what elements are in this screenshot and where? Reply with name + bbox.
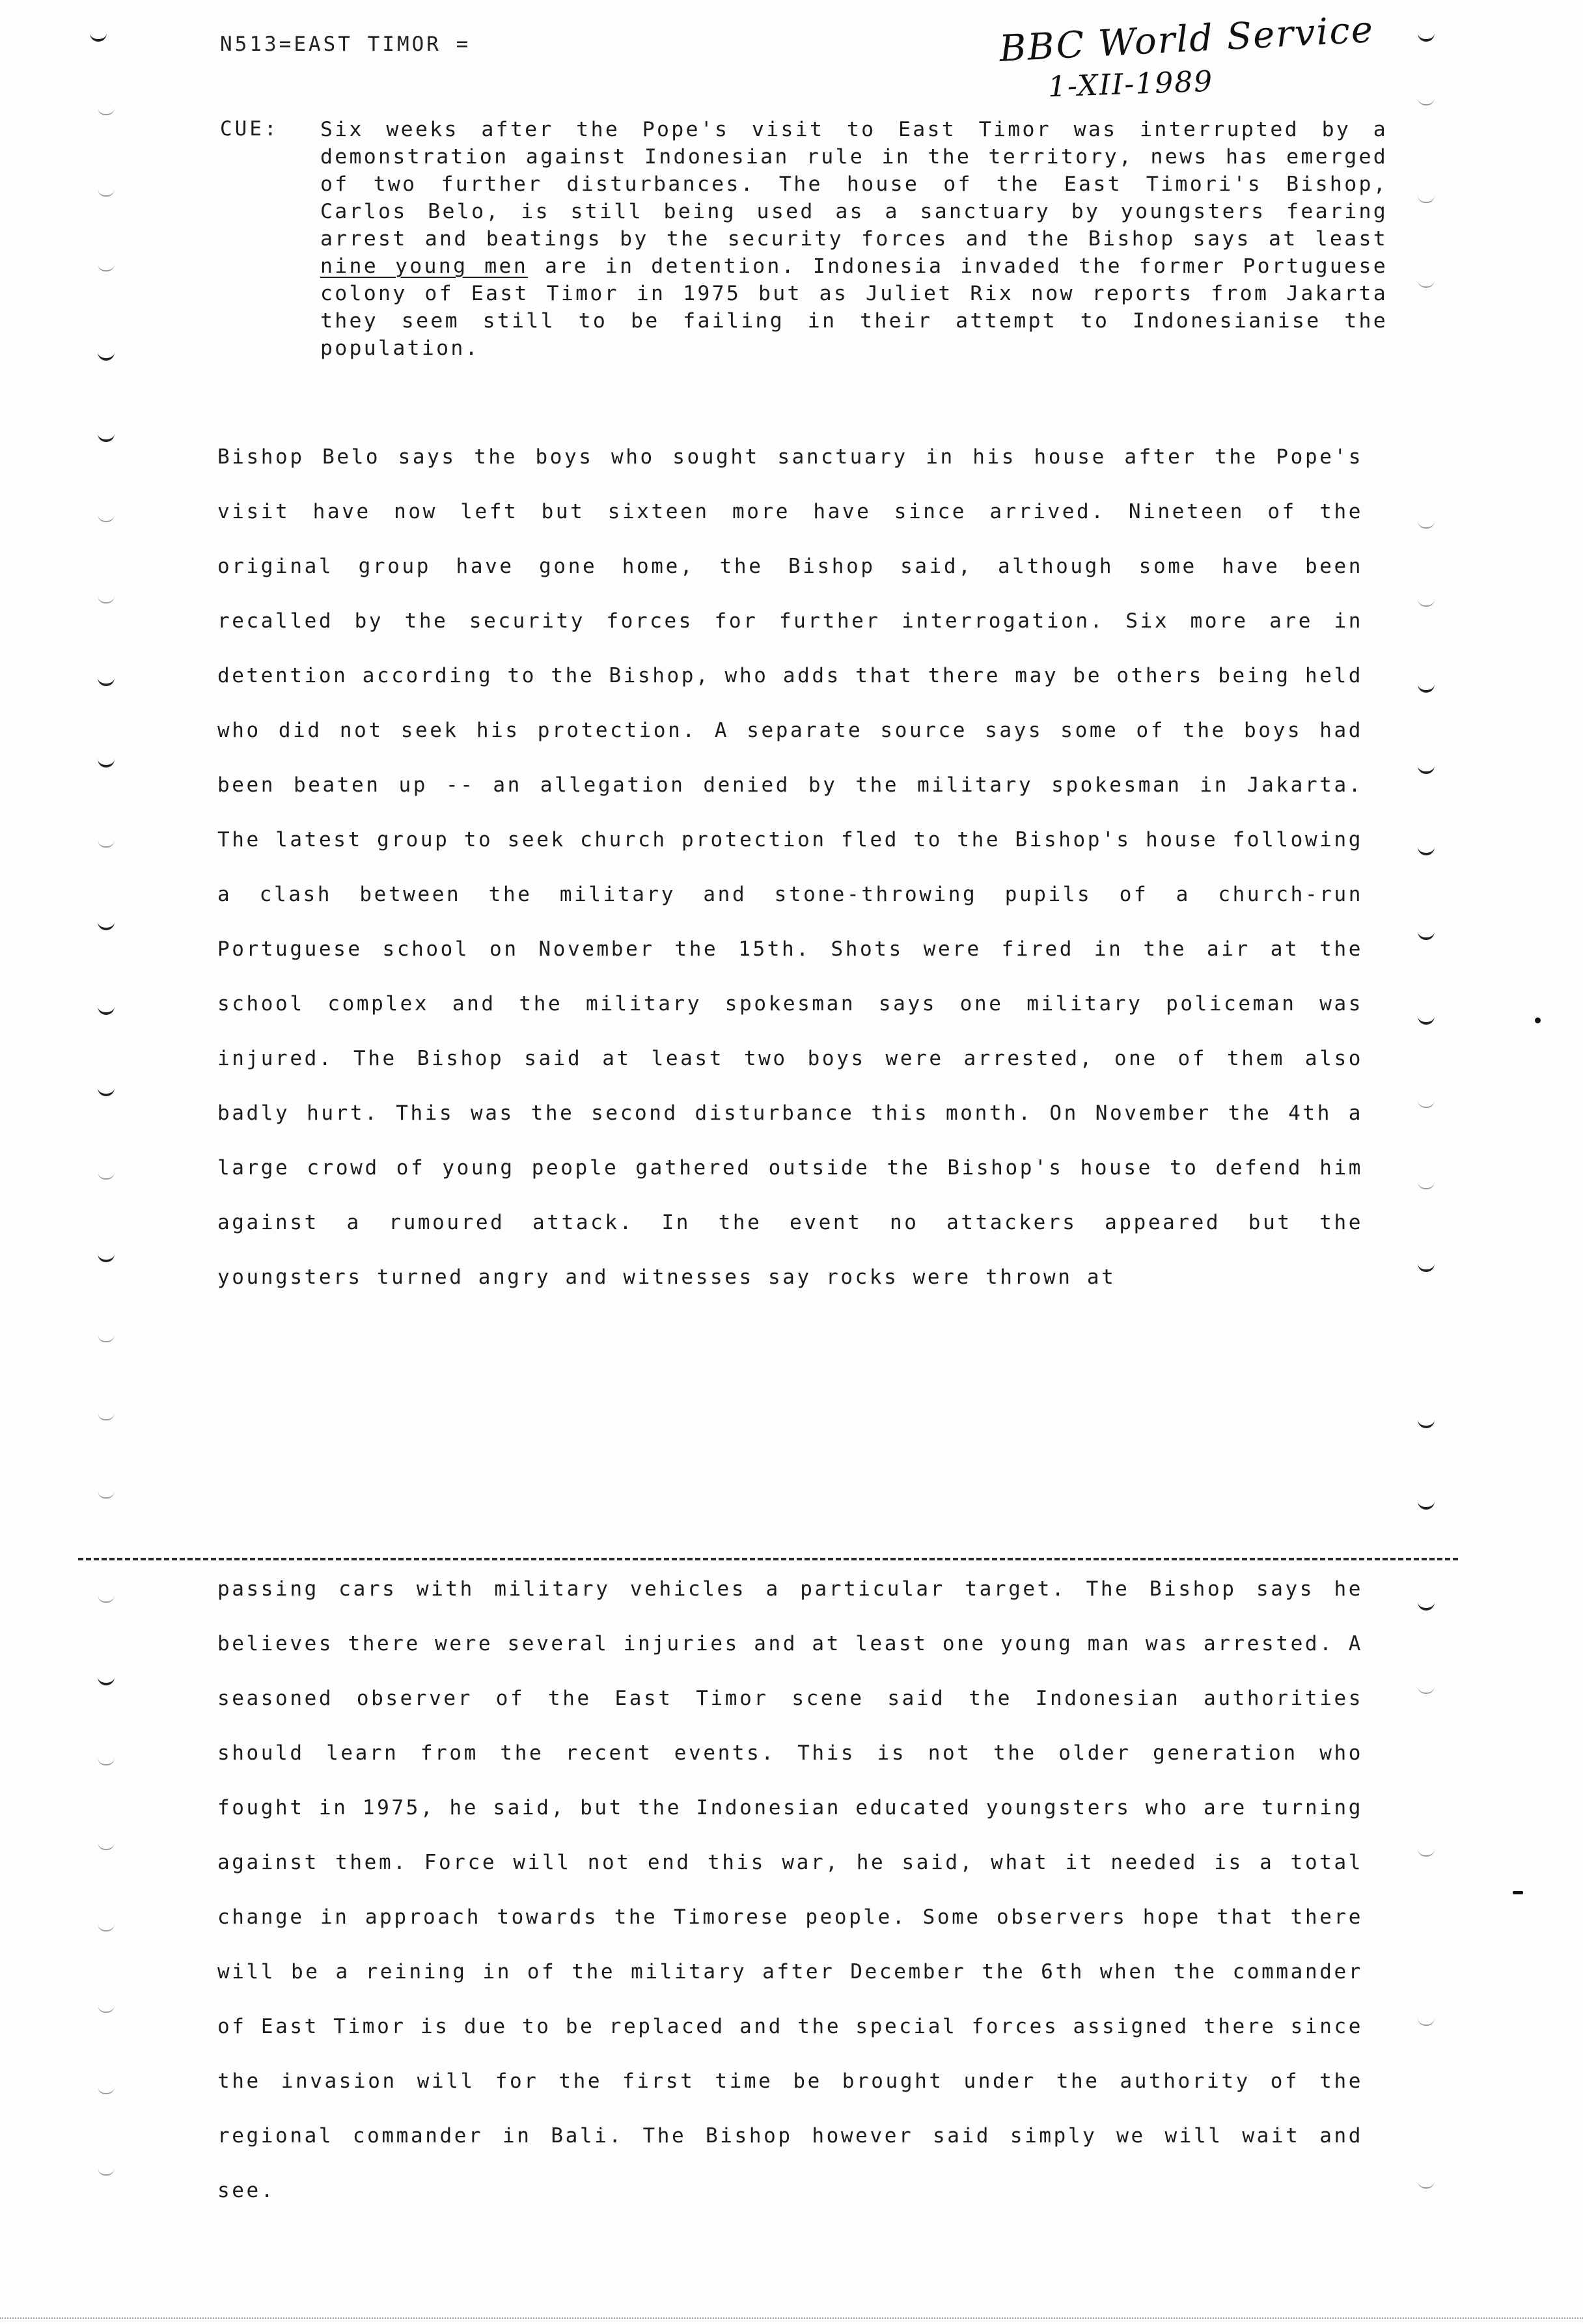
report-paragraph-2: passing cars with military vehicles a particular target. The Bishop says he believes there were several injuries and at least one young man was arrested. A seasoned observer of the East Timor scene said the Indonesian authorities should learn from the recent events. This is not the older generation who fought in 1975, he said, but the Indonesian educated youngsters who are turning against them. Force will not end this war, he said, what it needed is a total change in approach towards the Timorese people. Some observers hope that there will be a reining in of the military after December the 6th when the commander of East Timor is due to be replaced and the special forces assigned there since the invasion will for the first time be brought under the authority of the regional commander in Bali. The Bishop however said simply we will wait and see.: [217, 1577, 1363, 2202]
margin-mark: [1418, 33, 1435, 42]
margin-mark: [1418, 684, 1435, 693]
cue-text-part-1: Six weeks after the Pope's visit to East Timor was interrupted by a demonstration against Indonesian rule in the territory, news has emerged of two further disturbances. The house of the East Timori's Bishop, Carlos Belo, is still being used as a sanctuary by youngsters fearing arrest and beatings by the security forces and the Bishop says at least: [320, 118, 1388, 251]
handwritten-source-note: BBC World Service: [998, 8, 1375, 71]
margin-mark: [1418, 1849, 1435, 1857]
margin-mark: [98, 1087, 115, 1096]
margin-mark: [1418, 2181, 1435, 2189]
margin-mark: [98, 840, 115, 848]
page-join-divider: [78, 1558, 1458, 1560]
handwritten-date-note: 1-XII-1989: [1047, 64, 1215, 104]
margin-mark: [98, 2168, 115, 2176]
margin-mark: [98, 1491, 115, 1499]
margin-mark: [1418, 765, 1435, 774]
margin-mark: [98, 107, 115, 115]
margin-mark: [1418, 195, 1435, 203]
margin-mark: [98, 921, 115, 930]
margin-mark: [98, 1253, 115, 1262]
margin-mark: [98, 1172, 115, 1180]
margin-mark: [98, 2005, 115, 2013]
cue-label: CUE:: [220, 117, 279, 141]
margin-mark: [1418, 1100, 1435, 1108]
margin-mark: [90, 33, 107, 42]
margin-mark: [1418, 280, 1435, 288]
story-slug: N513=EAST TIMOR =: [220, 33, 471, 56]
margin-mark: [1418, 1263, 1435, 1272]
margin-mark: [98, 433, 115, 442]
margin-mark: [1418, 2018, 1435, 2026]
margin-mark: [98, 2086, 115, 2094]
margin-speck: [1535, 1017, 1541, 1023]
margin-mark: [98, 1413, 115, 1420]
margin-mark: [1418, 599, 1435, 607]
margin-mark: [98, 1006, 115, 1015]
margin-mark: [98, 1335, 115, 1342]
margin-mark: [98, 596, 115, 603]
margin-mark: [1418, 931, 1435, 940]
margin-mark: [98, 189, 115, 197]
margin-mark: [1418, 1016, 1435, 1025]
margin-mark: [98, 1676, 115, 1685]
margin-mark: [1418, 1501, 1435, 1510]
cue-text: [320, 116, 1388, 362]
margin-mark: [98, 264, 115, 271]
cue-text-part-2: are in detention. Indonesia invaded the former Portuguese colony of East Timor in 1975 but as Juliet Rix now reports from Jakarta they seem still to be failing in their attempt to Indonesianise the population.: [320, 255, 1388, 360]
margin-mark: [1418, 98, 1435, 105]
margin-mark: [98, 1924, 115, 1931]
margin-mark: [98, 677, 115, 686]
margin-mark: [1418, 1601, 1435, 1611]
margin-mark: [1418, 846, 1435, 855]
report-paragraph-1: Bishop Belo says the boys who sought sanctuary in his house after the Pope's visit have now left but sixteen more have since arrived. Nineteen of the original group have gone home, the Bishop said, although some have been recalled by the security forces for further interrogation. Six more are in detention according to the Bishop, who adds that there may be others being held who did not seek his protection. A separate source says some of the boys had been beaten up -- an allegation denied by the military spokesman in Jakarta. The latest group to seek church protection fled to the Bishop's house following a clash between the military and stone-throwing pupils of a church-run Portuguese school on November the 15th. Shots were fired in the air at the school complex and the military spokesman says one military policeman was injured. The Bishop said at least two boys were arrested, one of them also badly hurt. This was the second disturbance this month. On November the 4th a large crowd of young people gathered outside the Bishop's house to defend him against a rumoured attack. In the event no attackers appeared but the youngsters turned angry and witnesses say rocks were thrown at: [217, 445, 1363, 1289]
margin-mark: [98, 514, 115, 522]
margin-mark: [98, 1595, 115, 1603]
margin-mark: [98, 758, 115, 768]
margin-mark: [1418, 521, 1435, 529]
margin-mark: [98, 1842, 115, 1850]
page-bottom-edge: [0, 2317, 1583, 2319]
margin-mark: [1418, 1182, 1435, 1189]
cue-underlined-phrase: nine young men: [320, 255, 529, 278]
margin-speck: [1513, 1891, 1523, 1894]
margin-mark: [98, 1758, 115, 1765]
margin-mark: [1418, 1419, 1435, 1428]
margin-mark: [98, 352, 115, 361]
margin-mark: [1418, 1686, 1435, 1694]
